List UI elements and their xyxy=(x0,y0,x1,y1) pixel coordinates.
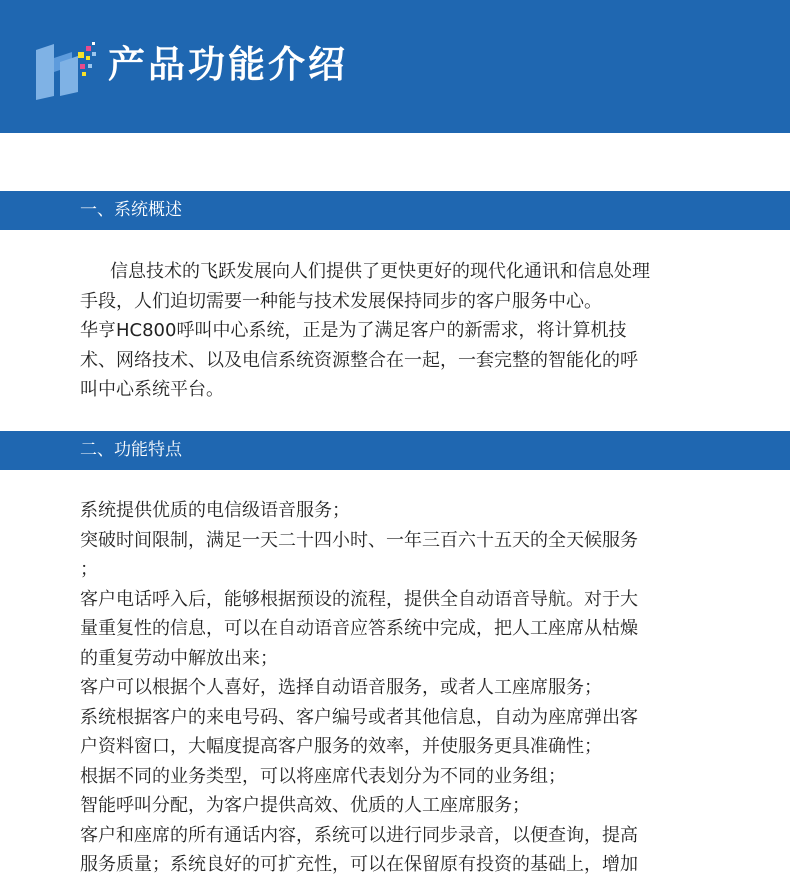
hc-logo-icon xyxy=(32,38,98,102)
feature-line: 客户可以根据个人喜好，选择自动语音服务，或者人工座席服务； xyxy=(80,677,602,698)
feature-line: 客户电话呼入后，能够根据预设的流程，提供全自动语音导航。对于大 xyxy=(80,588,638,610)
page-title: 产品功能介绍 xyxy=(108,43,348,86)
overview-paragraph xyxy=(80,257,720,405)
feature-line: ； xyxy=(80,559,98,580)
feature-line: 量重复性的信息，可以在自动语音应答系统中完成，把人工座席从枯燥 xyxy=(80,618,638,639)
paragraph-line: 术、网络技术、以及电信系统资源整合在一起，一套完整的智能化的呼 xyxy=(80,349,638,371)
section-heading: 二、功能特点 xyxy=(80,440,182,460)
feature-line: 系统提供优质的电信级语音服务； xyxy=(80,500,350,521)
feature-line: 根据不同的业务类型，可以将座席代表划分为不同的业务组； xyxy=(80,765,566,787)
section-heading: 一、系统概述 xyxy=(80,200,182,220)
feature-line: 突破时间限制，满足一天二十四小时、一年三百六十五天的全天候服务 xyxy=(80,529,638,551)
feature-line: 户资料窗口，大幅度提高客户服务的效率，并使服务更具准确性； xyxy=(80,736,602,757)
feature-line: 的重复劳动中解放出来； xyxy=(80,647,278,669)
feature-line: 系统根据客户的来电号码、客户编号或者其他信息，自动为座席弹出客 xyxy=(80,706,638,728)
page-header xyxy=(0,0,790,133)
feature-line: 客户和座席的所有通话内容，系统可以进行同步录音，以便查询，提高 xyxy=(80,824,638,846)
feature-line: 智能呼叫分配，为客户提供高效、优质的人工座席服务； xyxy=(80,795,530,816)
paragraph-line: 叫中心系统平台。 xyxy=(80,379,224,400)
feature-line: 服务质量；系统良好的可扩充性，可以在保留原有投资的基础上，增加 xyxy=(80,854,638,875)
paragraph-line: 手段，人们迫切需要一种能与技术发展保持同步的客户服务中心。 xyxy=(80,290,602,312)
features-list xyxy=(80,496,720,880)
paragraph-line: 信息技术的飞跃发展向人们提供了更快更好的现代化通讯和信息处理 xyxy=(110,261,650,282)
section-header-overview xyxy=(0,191,790,230)
section-header-features xyxy=(0,431,790,470)
paragraph-line: 华亨HC800呼叫中心系统，正是为了满足客户的新需求，将计算机技 xyxy=(80,320,627,341)
